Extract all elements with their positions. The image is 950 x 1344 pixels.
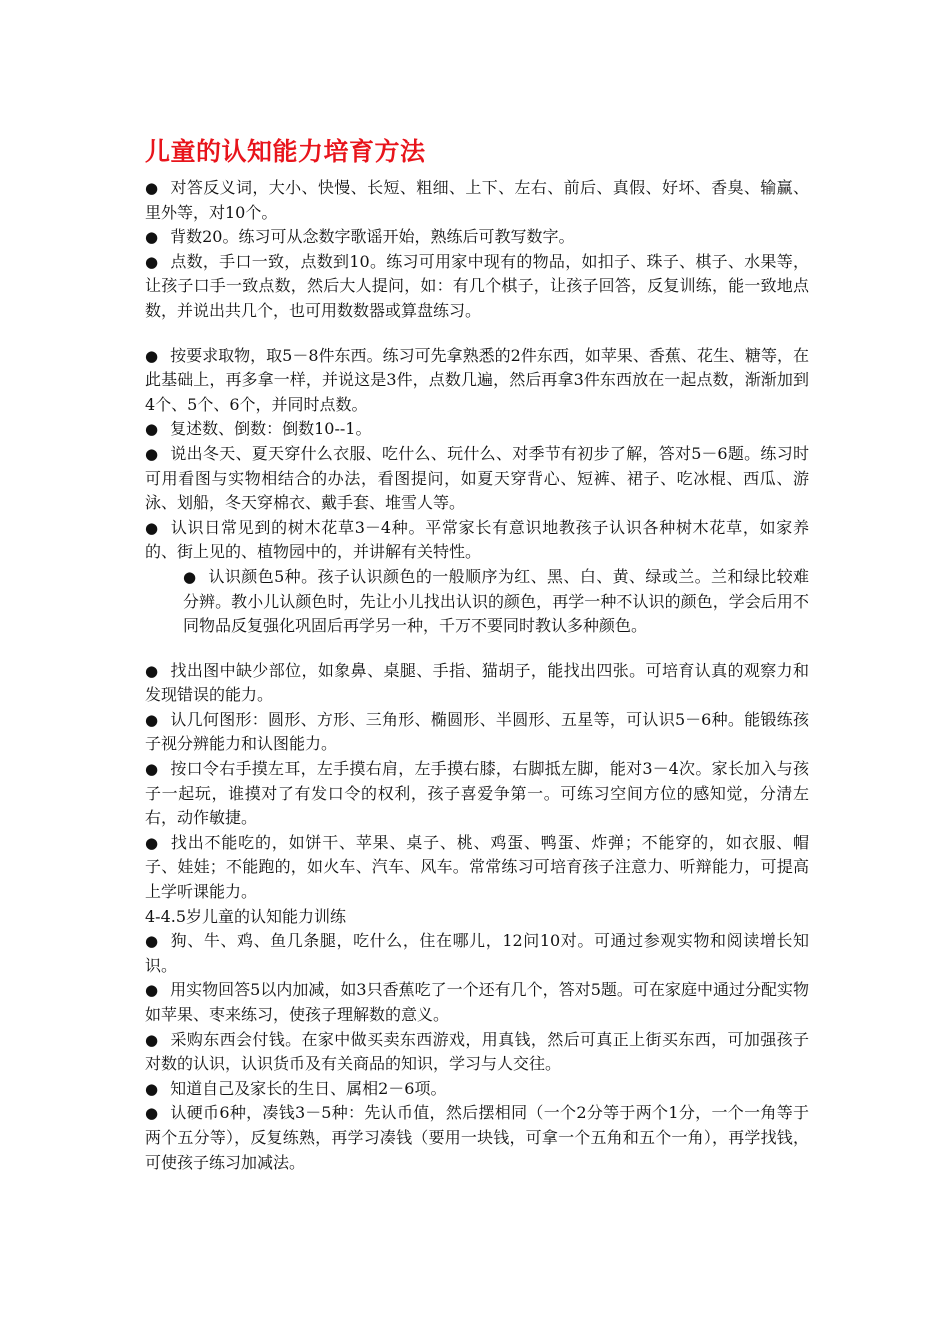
bullet-icon: ● <box>145 833 159 852</box>
paragraph-text: 对答反义词，大小、快慢、长短、粗细、上下、左右、前后、真假、好坏、香臭、输赢、里外等，对10个。 <box>145 178 809 222</box>
paragraph-text: 找出不能吃的，如饼干、苹果、桌子、桃、鸡蛋、鸭蛋、炸弹；不能穿的，如衣服、帽子、娃娃；不能跑的，如火车、汽车、风车。常常练习可培育孩子注意力、听辩能力，可提高上学听课能力。 <box>145 832 809 902</box>
paragraph-text: 说出冬天、夏天穿什么衣服、吃什么、玩什么、对季节有初步了解，答对5－6题。练习时可用看图与实物相结合的办法，看图提问，如夏天穿背心、短裤、裙子、吃冰棍、西瓜、游泳、划船，冬天穿棉衣、戴手套、堆雪人等。 <box>145 443 809 513</box>
bullet-icon: ● <box>145 1104 159 1123</box>
bullet-icon: ● <box>183 567 197 586</box>
document-page <box>145 134 809 1175</box>
paragraph-spacer <box>145 639 809 659</box>
paragraph <box>145 1101 809 1175</box>
bullet-icon: ● <box>145 346 159 365</box>
paragraph <box>145 1028 809 1077</box>
paragraph-text: 找出图中缺少部位，如象鼻、桌腿、手指、猫胡子，能找出四张。可培育认真的观察力和发现错误的能力。 <box>145 660 809 705</box>
bullet-icon: ● <box>145 179 159 197</box>
paragraph <box>145 442 809 516</box>
document-title: 儿童的认知能力培育方法 <box>145 137 426 166</box>
bullet-icon: ● <box>145 661 159 680</box>
paragraph-text: 采购东西会付钱。在家中做买卖东西游戏，用真钱，然后可真正上街买东西，可加强孩子对数的认识，认识货币及有关商品的知识，学习与人交往。 <box>145 1029 809 1074</box>
bullet-icon: ● <box>145 981 159 1000</box>
paragraph-text: 认几何图形：圆形、方形、三角形、椭圆形、半圆形、五星等，可认识5－6种。能锻练孩子视分辨能力和认图能力。 <box>145 709 809 754</box>
paragraph <box>145 978 809 1027</box>
paragraph-text: 背数20。练习可从念数字歌谣开始，熟练后可教写数字。 <box>170 227 575 247</box>
bullet-icon: ● <box>145 1030 159 1049</box>
paragraph-text: 认识日常见到的树木花草3－4种。平常家长有意识地教孩子认识各种树木花草，如家养的、街上见的、植物园中的，并讲解有关特性。 <box>145 517 809 562</box>
bullet-icon: ● <box>145 760 159 779</box>
bullet-icon: ● <box>145 710 159 729</box>
paragraph-text: 认硬币6种，凑钱3－5种：先认币值，然后摆相同（一个2分等于两个1分，一个一角等于两个五分等），反复练熟，再学习凑钱（要用一块钱，可拿一个五角和五个一角），再学找钱，可使孩子练习加减法。 <box>145 1103 809 1172</box>
paragraph <box>145 1077 809 1102</box>
paragraph-text: 知道自己及家长的生日、属相2－6项。 <box>170 1078 447 1098</box>
paragraph <box>145 417 809 442</box>
paragraph <box>145 250 809 324</box>
paragraph-text: 4-4.5岁儿童的认知能力训练 <box>145 906 347 926</box>
bullet-icon: ● <box>145 932 159 951</box>
paragraph-text: 认识颜色5种。孩子认识颜色的一般顺序为红、黑、白、黄、绿或兰。兰和绿比较难分辨。教小儿认颜色时，先让小儿找出认识的颜色，再学一种不认识的颜色，学会后用不同物品反复强化巩固后再学另一种，千万不要同时教认多种颜色。 <box>183 566 810 636</box>
paragraph <box>145 225 809 250</box>
paragraph-text: 点数，手口一致，点数到10。练习可用家中现有的物品，如扣子、珠子、棋子、水果等，让孩子口手一致点数，然后大人提问，如：有几个棋子，让孩子回答，反复训练，能一致地点数，并说出共几个，也可用数数器或算盘练习。 <box>145 251 809 320</box>
bullet-icon: ● <box>145 420 159 439</box>
paragraph <box>145 757 809 831</box>
paragraph <box>145 516 809 565</box>
paragraph-text: 按要求取物，取5－8件东西。练习可先拿熟悉的2件东西，如苹果、香蕉、花生、糖等，在此基础上，再多拿一样，并说这是3件，点数几遍，然后再拿3件东西放在一起点数，渐渐加到4个、5个、6个，并同时点数。 <box>145 345 809 414</box>
bullet-icon: ● <box>145 1079 159 1098</box>
paragraph <box>145 929 809 978</box>
paragraph <box>145 659 809 708</box>
paragraph <box>145 708 809 757</box>
paragraph <box>145 565 809 639</box>
paragraph-list <box>145 176 809 1175</box>
paragraph-text: 用实物回答5以内加减，如3只香蕉吃了一个还有几个，答对5题。可在家庭中通过分配实物如苹果、枣来练习，使孩子理解数的意义。 <box>145 980 810 1024</box>
paragraph-text: 狗、牛、鸡、鱼几条腿，吃什么，住在哪儿，12问10对。可通过参观实物和阅读增长知识。 <box>145 931 809 975</box>
paragraph-text: 按口令右手摸左耳，左手摸右肩，左手摸右膝，右脚抵左脚，能对3－4次。家长加入与孩子一起玩，谁摸对了有发口令的权利，孩子喜爱争第一。可练习空间方位的感知觉，分清左右，动作敏捷。 <box>145 759 809 828</box>
paragraph <box>145 831 809 905</box>
paragraph-text: 复述数、倒数：倒数10--1。 <box>170 419 372 439</box>
bullet-icon: ● <box>145 518 159 537</box>
paragraph <box>145 905 809 930</box>
bullet-icon: ● <box>145 444 159 463</box>
bullet-icon: ● <box>145 252 159 271</box>
paragraph <box>145 344 809 418</box>
paragraph <box>145 176 809 225</box>
bullet-icon: ● <box>145 228 159 247</box>
paragraph-spacer <box>145 324 809 344</box>
